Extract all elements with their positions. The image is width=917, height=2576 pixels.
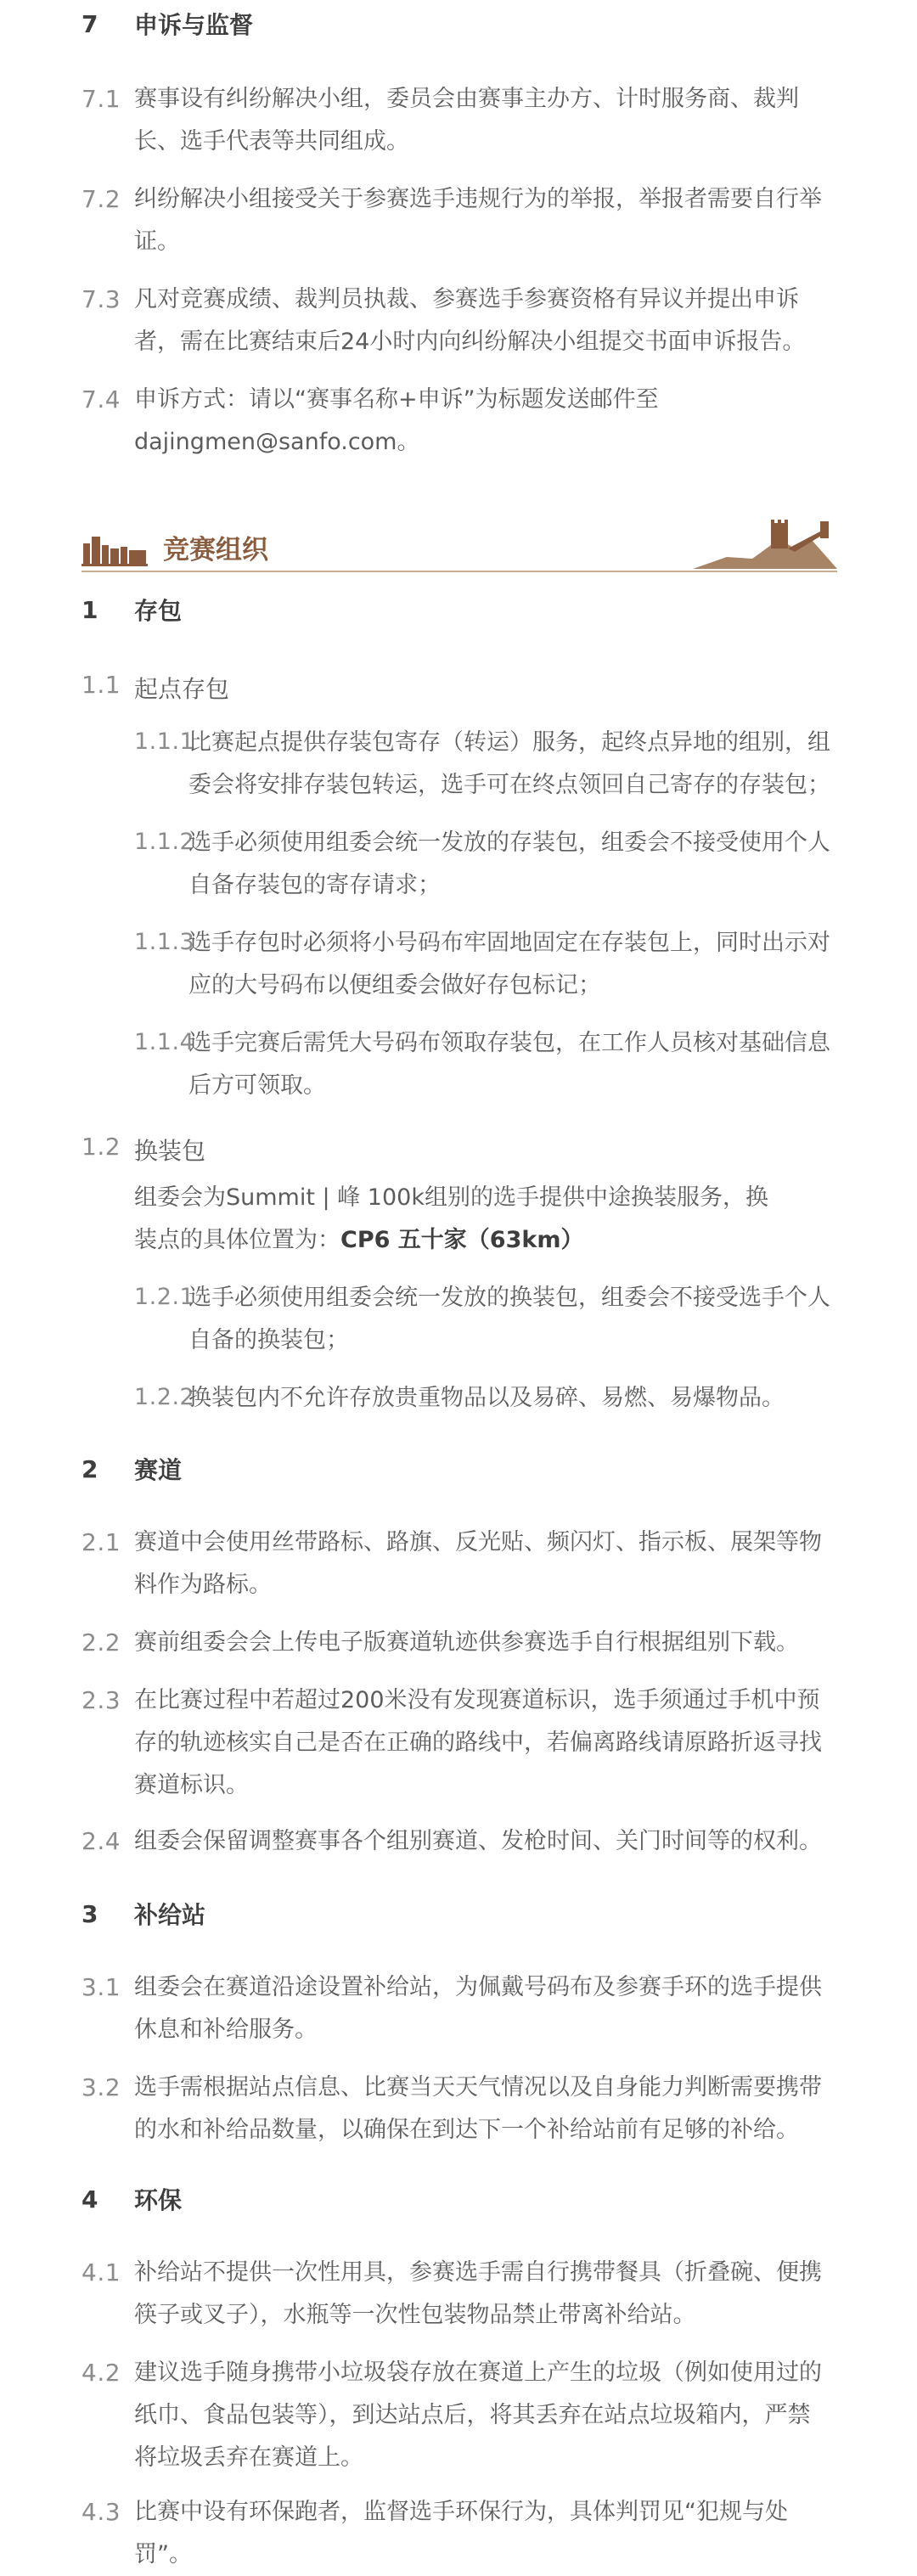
clause-text: 选手必须使用组委会统一发放的换装包，组委会不接受选手个人自备的换装包； — [188, 1285, 830, 1353]
section-number: 3 — [82, 1899, 98, 1928]
subsection-number: 1.1 — [82, 671, 121, 699]
section-title: 环保 — [134, 2186, 183, 2214]
section-title: 存包 — [134, 597, 183, 625]
clause-text: 组委会保留调整赛事各个组别赛道、发枪时间、关门时间等的权利。 — [134, 1828, 822, 1854]
clause-text: 组委会在赛道沿途设置补给站，为佩戴号码布及参赛手环的选手提供休息和补给服务。 — [134, 1974, 822, 2043]
clause-text: 赛道中会使用丝带路标、路旗、反光贴、频闪灯、指示板、展架等物料作为路标。 — [134, 1529, 822, 1598]
clause-number: 1.2.1 — [134, 1284, 195, 1310]
dajingmen-logo-icon — [82, 533, 149, 567]
clause-text: 选手需根据站点信息、比赛当天天气情况以及自身能力判断需要携带的水和补给品数量，以确保在到达下一个补给站前有足够的补给。 — [134, 2074, 822, 2143]
subsection-title: 换装包 — [134, 1137, 206, 1165]
clause-number: 3.2 — [82, 2073, 121, 2101]
subsection-title: 起点存包 — [134, 675, 230, 703]
banner-title: 竞赛组织 — [163, 535, 268, 565]
clause-number: 7.1 — [82, 85, 121, 113]
section-number: 7 — [82, 9, 98, 38]
clause-number: 4.2 — [82, 2359, 121, 2387]
exchange-bag-paragraph — [134, 1177, 779, 1262]
clause-number: 1.1.2 — [134, 829, 195, 855]
clause-text: 选手存包时必须将小号码布牢固地固定在存装包上，同时出示对应的大号码布以便组委会做好存包标记； — [188, 930, 830, 998]
clause-text: 赛前组委会会上传电子版赛道轨迹供参赛选手自行根据组别下载。 — [134, 1629, 799, 1656]
clause-number: 1.2.2 — [134, 1384, 195, 1410]
clause-text: 比赛中设有环保跑者，监督选手环保行为，具体判罚见“犯规与处罚”。 — [134, 2499, 788, 2568]
clause-number: 7.2 — [82, 185, 121, 213]
clause-text: 选手完赛后需凭大号码布领取存装包，在工作人员核对基础信息后方可领取。 — [188, 1030, 830, 1099]
clause-text: 换装包内不允许存放贵重物品以及易碎、易燃、易爆物品。 — [188, 1385, 785, 1411]
banner-divider — [82, 571, 837, 572]
paragraph-text: 组委会为Summit | 峰 100k组别的选手提供中途换装服务，换装点的具体位置为： — [134, 1184, 768, 1253]
clause-text: 赛事设有纠纷解决小组，委员会由赛事主办方、计时服务商、裁判长、选手代表等共同组成。 — [134, 86, 799, 155]
clause-number: 2.3 — [82, 1686, 121, 1714]
clause-number: 4.1 — [82, 2258, 121, 2286]
clause-number: 7.3 — [82, 285, 121, 313]
clause-number: 1.1.4 — [134, 1029, 195, 1055]
clause-text: 选手必须使用组委会统一发放的存装包，组委会不接受使用个人自备存装包的寄存请求； — [188, 830, 830, 898]
section-title: 补给站 — [134, 1901, 206, 1929]
clause-text: 凡对竞赛成绩、裁判员执裁、参赛选手参赛资格有异议并提出申诉者，需在比赛结束后24小时内向纠纷解决小组提交书面申诉报告。 — [134, 286, 806, 355]
subsection-number: 1.2 — [82, 1133, 121, 1161]
section-number: 2 — [82, 1454, 98, 1483]
section-number: 4 — [82, 2185, 98, 2213]
section-title: 申诉与监督 — [134, 11, 254, 39]
section-number: 1 — [82, 595, 98, 624]
clause-number: 7.4 — [82, 385, 121, 413]
exchange-point-location: CP6 五十家（63km） — [340, 1227, 584, 1253]
clause-number: 2.2 — [82, 1628, 121, 1656]
clause-number: 1.1.3 — [134, 929, 195, 955]
clause-number: 2.1 — [82, 1528, 121, 1556]
clause-number: 3.1 — [82, 1973, 121, 2001]
section-title: 赛道 — [134, 1456, 183, 1484]
clause-number: 4.3 — [82, 2498, 121, 2526]
clause-number: 2.4 — [82, 1827, 121, 1855]
great-wall-icon — [693, 515, 837, 569]
clause-text: 在比赛过程中若超过200米没有发现赛道标识，选手须通过手机中预存的轨迹核实自己是否在正确的路线中，若偏离路线请原路折返寻找赛道标识。 — [134, 1687, 822, 1798]
clause-text: 纠纷解决小组接受关于参赛选手违规行为的举报，举报者需要自行举证。 — [134, 186, 822, 255]
clause-text: 比赛起点提供存装包寄存（转运）服务，起终点异地的组别，组委会将安排存装包转运，选手可在终点领回自己寄存的存装包； — [188, 729, 830, 798]
clause-text: 建议选手随身携带小垃圾袋存放在赛道上产生的垃圾（例如使用过的纸巾、食品包装等），到达站点后，将其丢弃在站点垃圾箱内，严禁将垃圾丢弃在赛道上。 — [134, 2359, 822, 2471]
clause-number: 1.1.1 — [134, 728, 195, 755]
clause-text: 补给站不提供一次性用具，参赛选手需自行携带餐具（折叠碗、便携筷子或叉子），水瓶等一次性包装物品禁止带离补给站。 — [134, 2259, 822, 2328]
section-banner — [82, 520, 837, 574]
clause-text: 申诉方式：请以“赛事名称+申诉”为标题发送邮件至dajingmen@sanfo.com。 — [134, 386, 659, 455]
